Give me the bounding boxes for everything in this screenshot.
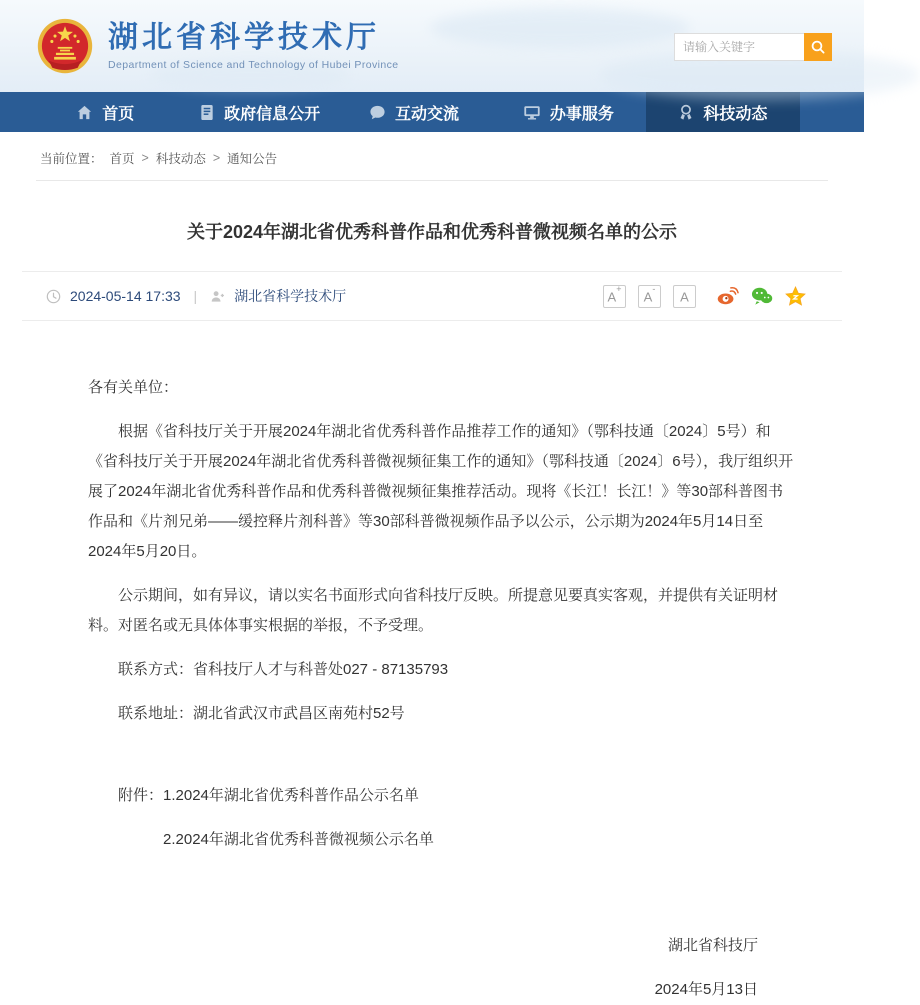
nav-item-label: 办事服务 (549, 105, 614, 123)
meta-divider: | (193, 288, 198, 304)
article-body (0, 321, 864, 1005)
brand-block (108, 21, 398, 71)
monitor-icon (523, 104, 541, 121)
signature-date: 2024年5月13日 (654, 981, 758, 998)
site-search (674, 33, 832, 61)
weibo-icon[interactable] (716, 286, 739, 306)
site-subtitle: Department of Science and Technology of Hubei Province (108, 59, 399, 71)
wechat-icon[interactable] (751, 286, 773, 306)
attachment-2: 2.2024年湖北省优秀科普微视频公示名单 (163, 831, 434, 848)
site-title: 湖北省科学技术厅 (108, 21, 380, 54)
paragraph-basis: 根据《省科技厅关于开展2024年湖北省优秀科普作品推荐工作的通知》（鄂科技通〔2024〕5号）和《省科技厅关于开展2024年湖北省优秀科普微视频征集工作的通知》（鄂科技通〔2024〕6号），我厅组织开展了2024年湖北省优秀科普作品和优秀科普微视频征集推荐活动。现将《长江！长江！》等30部科普图书作品和《片剂兄弟——缓控释片剂科普》等30部科普微视频作品予以公示，公示期为2024年5月14日至2024年5月20日。 (88, 423, 794, 560)
contact-phone: 联系方式：省科技厅人才与科普处027 - 87135793 (118, 661, 449, 678)
author-icon (210, 289, 225, 304)
nav-item-label: 首页 (102, 105, 135, 123)
contact-address: 联系地址：湖北省武汉市武昌区南苑村52号 (118, 705, 405, 722)
font-increase-button[interactable]: A+ (603, 285, 626, 308)
nav-item-home[interactable] (28, 92, 182, 132)
national-emblem-logo (36, 17, 94, 75)
attachment-1: 附件：1.2024年湖北省优秀科普作品公示名单 (118, 787, 419, 804)
font-reset-button[interactable]: A (673, 285, 696, 308)
nav-item-label: 互动交流 (395, 105, 460, 123)
article (0, 219, 864, 1005)
search-button[interactable] (804, 33, 832, 61)
signature-block (88, 931, 794, 1005)
breadcrumb-prefix: 当前位置： (40, 152, 103, 166)
signature-org: 湖北省科技厅 (667, 937, 758, 954)
decorative-cloud (430, 8, 690, 48)
medal-icon (678, 104, 694, 121)
nav-item-label: 政府信息公开 (224, 105, 321, 123)
breadcrumb-item-tech-news[interactable]: 科技动态 (155, 152, 206, 166)
clock-icon (46, 289, 61, 304)
qzone-star-icon[interactable] (785, 286, 806, 306)
breadcrumb-item-home[interactable]: 首页 (109, 152, 135, 166)
publish-date: 2024-05-14 17:33 (70, 288, 181, 304)
breadcrumb-separator: > (212, 151, 221, 165)
salutation: 各有关单位： (88, 379, 179, 396)
nav-item-interaction[interactable] (337, 92, 491, 132)
nav-item-services[interactable] (491, 92, 645, 132)
breadcrumb (36, 132, 828, 181)
font-decrease-button[interactable]: A- (638, 285, 661, 308)
meta-left (46, 286, 346, 306)
nav-item-gov-info[interactable] (182, 92, 336, 132)
chat-bubble-icon (369, 104, 386, 121)
meta-right (603, 285, 806, 308)
paragraph-objection: 公示期间，如有异议，请以实名书面形式向省科技厅反映。所提意见要真实客观，并提供有关证明材料。对匿名或无具体体事实根据的举报，不予受理。 (88, 587, 779, 634)
breadcrumb-separator: > (141, 151, 149, 165)
article-meta-bar (22, 271, 842, 321)
search-input[interactable] (674, 33, 804, 61)
search-icon (810, 39, 826, 55)
nav-item-label: 科技动态 (703, 105, 768, 123)
breadcrumb-item-notices[interactable]: 通知公告 (227, 152, 278, 166)
document-icon (199, 104, 215, 121)
article-title: 关于2024年湖北省优秀科普作品和优秀科普微视频名单的公示 (186, 222, 678, 242)
publish-source: 湖北省科学技术厅 (234, 288, 347, 304)
site-header (0, 0, 864, 92)
home-icon (76, 104, 93, 121)
